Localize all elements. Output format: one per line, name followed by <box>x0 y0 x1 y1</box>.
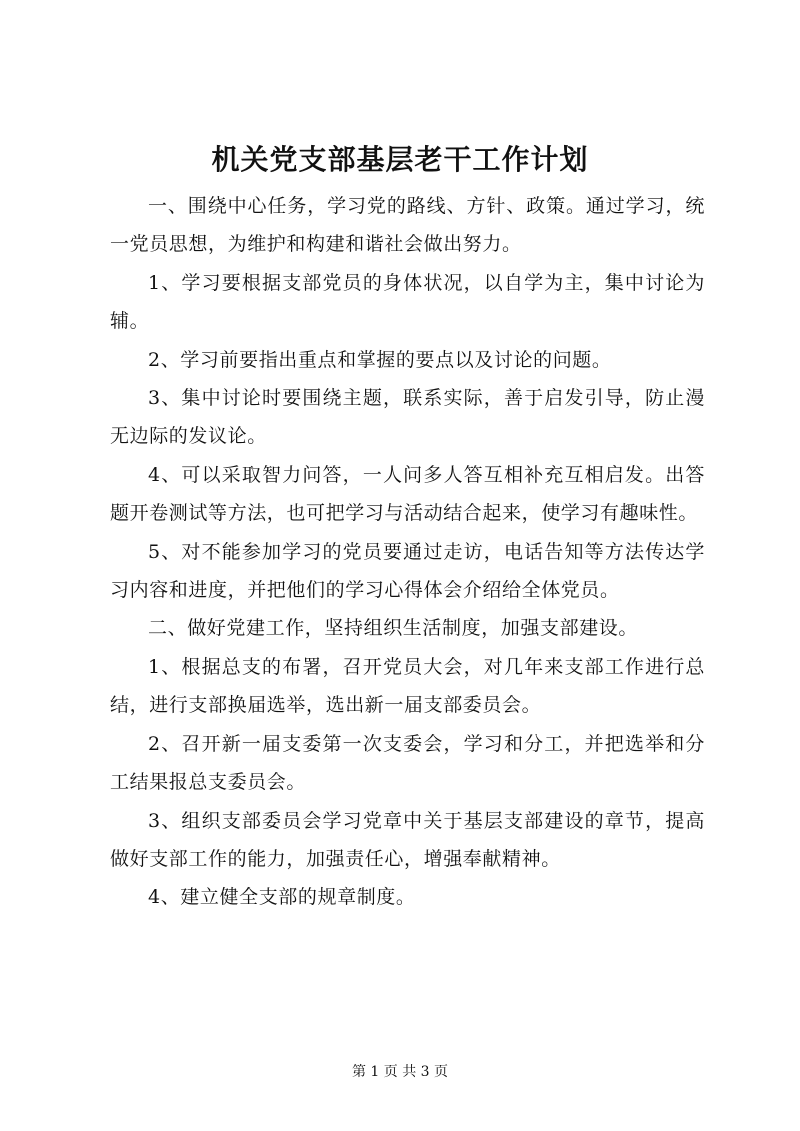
paragraph-item-1: 1、学习要根据支部党员的身体状况，以自学为主，集中讨论为辅。 <box>110 271 705 333</box>
page-number-footer: 第 1 页 共 3 页 <box>351 1064 449 1080</box>
paragraph-section-2-intro: 二、做好党建工作，坚持组织生活制度，加强支部建设。 <box>148 617 639 640</box>
paragraph-section-2-item-4: 4、建立健全支部的规章制度。 <box>148 886 416 909</box>
document-body <box>110 187 705 917</box>
document-title: 机关党支部基层老干工作计划 <box>211 143 589 176</box>
paragraph-item-2: 2、学习前要指出重点和掌握的要点以及讨论的问题。 <box>148 348 612 371</box>
paragraph-item-4: 4、可以采取智力问答，一人问多人答互相补充互相启发。出答题开卷测试等方法，也可把学习与活动结合起来，使学习有趣味性。 <box>110 463 705 525</box>
paragraph-section-2-item-2: 2、召开新一届支委第一次支委会，学习和分工，并把选举和分工结果报总支委员会。 <box>110 732 705 794</box>
paragraph-item-3: 3、集中讨论时要围绕主题，联系实际，善于启发引导，防止漫无边际的发议论。 <box>110 387 705 448</box>
paragraph-item-5: 5、对不能参加学习的党员要通过走访，电话告知等方法传达学习内容和进度，并把他们的学习心得体会介绍给全体党员。 <box>110 540 705 602</box>
paragraph-section-1-intro: 一、围绕中心任务，学习党的路线、方针、政策。通过学习，统一党员思想，为维护和构建和谐社会做出努力。 <box>110 195 705 256</box>
paragraph-section-2-item-1: 1、根据总支的布署，召开党员大会，对几年来支部工作进行总结，进行支部换届选举，选出新一届支部委员会。 <box>110 655 705 717</box>
paragraph-section-2-item-3: 3、组织支部委员会学习党章中关于基层支部建设的章节，提高做好支部工作的能力，加强责任心，增强奉献精神。 <box>110 809 705 870</box>
